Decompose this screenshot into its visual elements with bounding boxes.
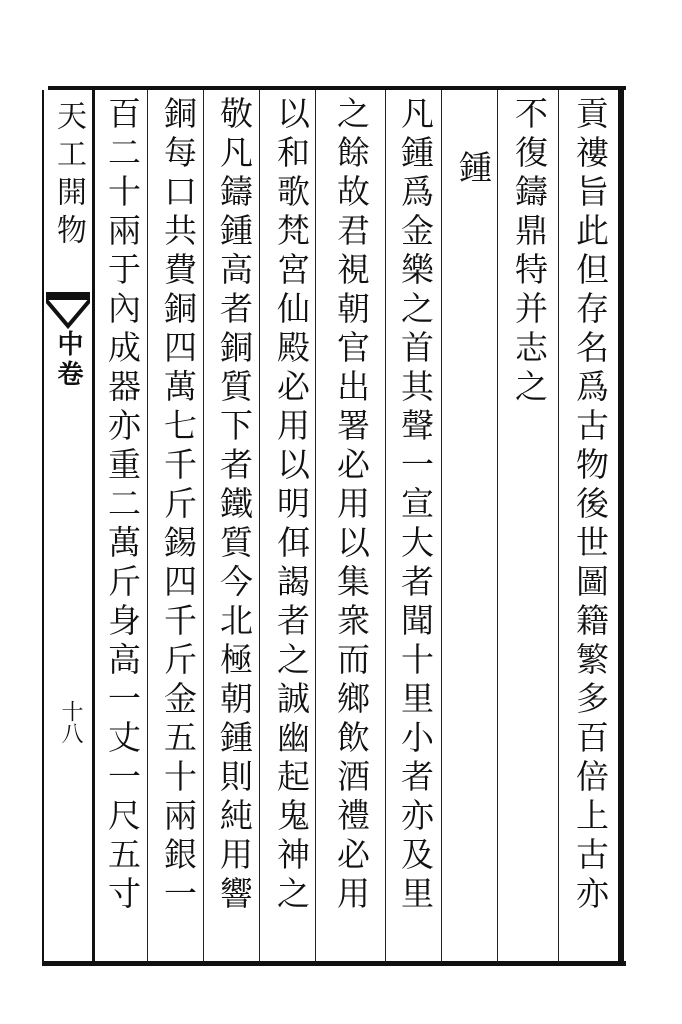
text-column-4: 凡鍾爲金樂之首其聲一宣大者聞十里小者亦及里 — [396, 96, 435, 915]
fishtail-mark-icon — [46, 292, 90, 334]
margin-divider-rule — [92, 90, 95, 962]
text-column-7: 敬凡鑄鍾高者銅質下者鐵質今北極朝鍾則純用響 — [215, 96, 254, 915]
column-divider — [441, 90, 442, 962]
section-heading: 鍾 — [454, 150, 493, 189]
text-column-5: 之餘故君視朝官出署必用以集衆而鄉飲酒禮必用 — [332, 96, 371, 915]
page-number: 十八 — [58, 700, 83, 744]
column-divider — [315, 90, 316, 962]
bottom-border-rule — [42, 961, 626, 966]
text-column-1: 貢䄛旨此但存名爲古物後世圖籍繁多百倍上古亦 — [571, 96, 610, 915]
text-column-9: 百二十兩于內成器亦重二萬斤身高一丈一尺五寸 — [103, 96, 142, 915]
column-divider — [203, 90, 204, 962]
book-title: 天工開物 — [51, 100, 86, 252]
top-border-rule — [48, 86, 626, 90]
column-divider — [259, 90, 260, 962]
left-border-rule — [42, 90, 44, 962]
volume-label: 中卷 — [53, 330, 83, 390]
column-divider — [497, 90, 498, 962]
right-border-rule — [618, 86, 624, 966]
text-column-2: 不復鑄鼎特并志之 — [510, 96, 549, 408]
text-column-6: 以和歌梵宮仙殿必用以明佴謁者之誠幽起鬼神之 — [272, 96, 311, 915]
column-divider — [147, 90, 148, 962]
column-divider — [385, 90, 386, 962]
text-column-8: 銅每口共費銅四萬七千斤錫四千斤金五十兩銀一 — [159, 96, 198, 915]
column-divider — [558, 90, 559, 962]
